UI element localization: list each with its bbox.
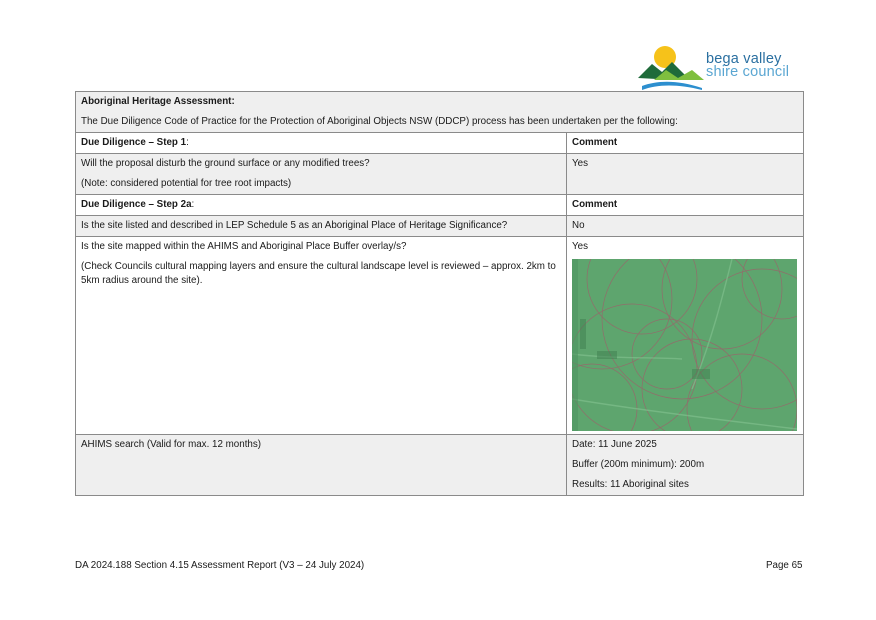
logo-text-line2: shire council	[706, 64, 790, 80]
ahims-results: Results: 11 Aboriginal sites	[572, 479, 689, 490]
intro-cell	[76, 92, 804, 133]
assessment-title: Aboriginal Heritage Assessment:	[81, 96, 235, 107]
heritage-assessment-table	[75, 91, 804, 496]
ahims-details-cell	[567, 435, 804, 496]
ahims-buffer-map	[572, 259, 797, 431]
ahims-map-image	[572, 259, 797, 431]
step2a-a1: No	[567, 216, 804, 237]
step1-question: Will the proposal disturb the ground surface or any modified trees?	[81, 158, 370, 169]
ahims-buffer: Buffer (200m minimum): 200m	[572, 459, 705, 470]
step2a-heading-cell	[76, 195, 567, 216]
step1-question-cell	[76, 154, 567, 195]
ahims-date: Date: 11 June 2025	[572, 439, 657, 450]
ahims-label: AHIMS search (Valid for max. 12 months)	[76, 435, 567, 496]
footer-page-number: Page 65	[766, 560, 803, 571]
table-row	[76, 154, 804, 195]
council-logo	[636, 40, 806, 92]
step1-answer: Yes	[567, 154, 804, 195]
step2a-q2: Is the site mapped within the AHIMS and Aboriginal Place Buffer overlay/s?	[81, 241, 407, 252]
step2a-heading: Due Diligence – Step 2a	[81, 199, 192, 210]
step2a-heading-suffix: :	[191, 199, 195, 210]
step2a-q2-note: (Check Councils cultural mapping layers and ensure the cultural landscape level is reviewed – approx. 2km to 5km radius around the site).	[81, 261, 556, 286]
step1-heading-cell	[76, 133, 567, 154]
step2a-q2-cell	[76, 237, 567, 435]
step1-heading: Due Diligence – Step 1	[81, 137, 187, 148]
step2a-a2-cell	[567, 237, 804, 435]
assessment-intro-text: The Due Diligence Code of Practice for the Protection of Aboriginal Objects NSW (DDCP) process has been undertaken per the following:	[81, 116, 678, 127]
table-row	[76, 237, 804, 435]
table-row	[76, 195, 804, 216]
step1-comment-heading: Comment	[567, 133, 804, 154]
table-row	[76, 133, 804, 154]
table-row	[76, 92, 804, 133]
table-row	[76, 216, 804, 237]
footer-document-reference: DA 2024.188 Section 4.15 Assessment Report (V3 – 24 July 2024)	[75, 560, 365, 571]
step2a-q1: Is the site listed and described in LEP Schedule 5 as an Aboriginal Place of Heritage Significance?	[76, 216, 567, 237]
step2a-comment-heading: Comment	[567, 195, 804, 216]
table-row	[76, 435, 804, 496]
step2a-a2: Yes	[572, 241, 588, 252]
step1-note: (Note: considered potential for tree root impacts)	[81, 178, 292, 189]
logo-mark-icon	[636, 40, 706, 92]
step1-heading-suffix: :	[186, 137, 189, 148]
logo-text-line1: bega valley	[706, 51, 782, 67]
